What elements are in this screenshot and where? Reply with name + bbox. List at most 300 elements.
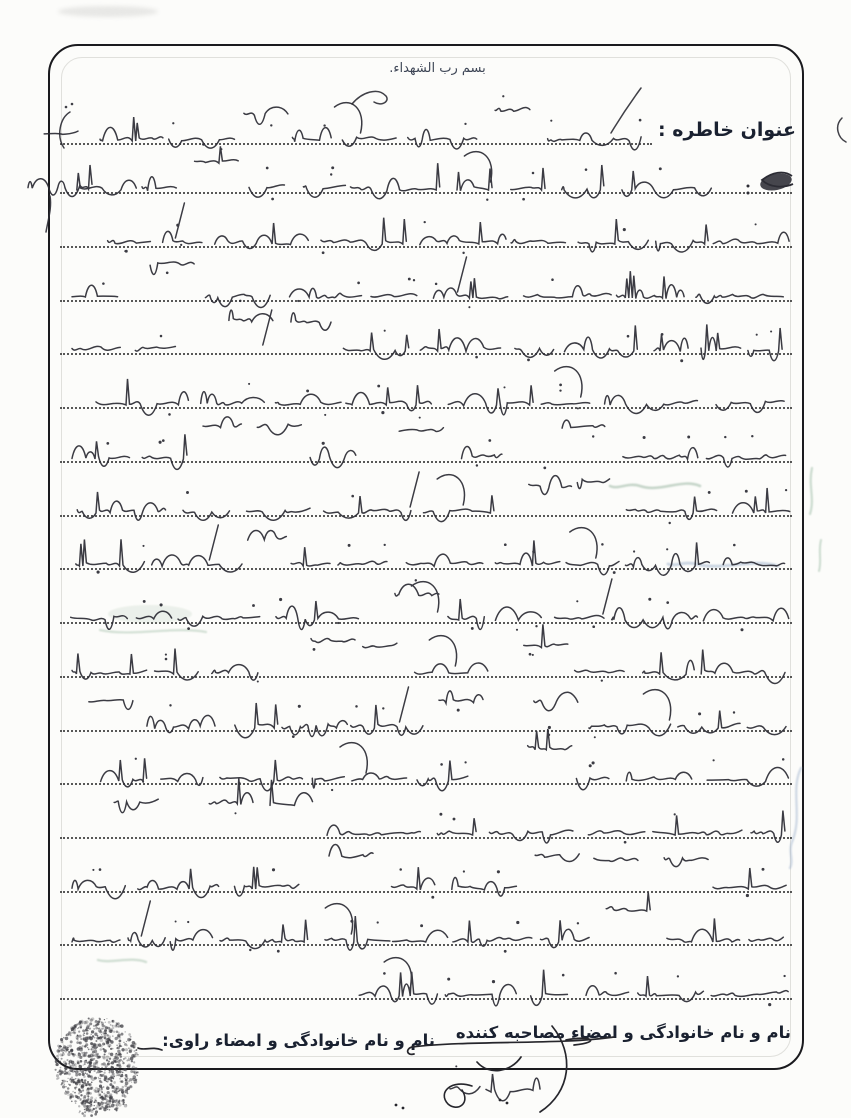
fingerprint-dot [124,1104,128,1108]
fingerprint-dot [119,1103,120,1104]
fingerprint-dot [83,1100,86,1103]
fingerprint-dot [112,1100,115,1103]
fingerprint-dot [79,1090,82,1093]
fingerprint-dot [102,1106,104,1108]
fingerprint-dot [89,1102,91,1104]
fingerprint-dot [101,1088,103,1090]
fingerprint-dot [125,1082,129,1086]
fingerprint-dot [85,1084,87,1086]
fingerprint-dot [72,1070,75,1073]
fingerprint-dot [117,1088,120,1091]
fingerprint-dot [108,1101,111,1104]
fingerprint-dot [82,1089,84,1091]
fingerprint-dot [135,1079,137,1081]
fingerprint-dot [101,1087,103,1089]
fingerprint-dot [98,1078,99,1079]
fingerprint-dot [111,1105,113,1107]
fingerprint-dot [125,1088,128,1091]
fingerprint-dot [122,1086,124,1088]
fingerprint-dot [90,1086,94,1090]
fingerprint-dot [119,1100,121,1102]
fingerprint-dot [111,1070,114,1073]
fingerprint-dot [101,1096,104,1099]
fingerprint-dot [112,1099,114,1101]
fingerprint-dot [102,1098,104,1100]
fingerprint-dot [87,1087,90,1090]
fingerprint-dot [88,1099,89,1100]
fingerprint-dot [81,1084,85,1088]
fingerprint-dot [70,1078,72,1080]
fingerprint-dot [131,1082,132,1083]
fingerprint-dot [127,1077,129,1079]
fingerprint-dot [88,1108,91,1111]
fingerprint-dot [103,1108,106,1111]
fingerprint-dot [101,1081,103,1083]
fingerprint-dot [79,1099,81,1101]
fingerprint-dot [94,1100,97,1103]
fingerprint-dot [79,1112,80,1113]
fingerprint-dot [132,1078,135,1081]
fingerprint-dot [120,1080,122,1082]
fingerprint-dot [62,1080,63,1081]
fingerprint-dot [114,1090,117,1093]
fingerprint-dot [71,1079,74,1082]
fingerprint-dot [111,1098,114,1101]
fingerprint-dot [69,1096,70,1097]
fingerprint-dot [98,1102,101,1105]
fingerprint-dot [78,1092,80,1094]
fingerprint-dot [109,1083,112,1086]
fingerprint-dot [116,1109,117,1110]
fingerprint-dot [81,1086,84,1089]
fingerprint-dot [94,1077,97,1080]
fingerprint-dot [99,1085,102,1088]
fingerprint-dot [82,1082,84,1084]
fingerprint-dot [97,1070,100,1073]
fingerprint-dot [73,1079,75,1081]
fingerprint-dot [107,1091,110,1094]
fingerprint-dot [118,1103,121,1106]
fingerprint-dot [77,1078,79,1080]
fingerprint-dot [86,1073,88,1075]
fingerprint-dot [91,1110,94,1113]
fingerprint-dot [101,1106,103,1108]
fingerprint-dot [112,1073,115,1076]
fingerprint-dot [83,1095,86,1098]
fingerprint-dot [107,1106,109,1108]
fingerprint-dot [57,1072,58,1073]
fingerprint-dot [121,1099,124,1102]
fingerprint-dot [71,1095,74,1098]
fingerprint-dot [65,1091,66,1092]
fingerprint-dot [58,1071,60,1073]
fingerprint-dot [115,1109,117,1111]
fingerprint-dot [99,1105,101,1107]
fingerprint-dot [77,1096,80,1099]
fingerprint-dot [108,1099,111,1102]
fingerprint-dot [69,1084,71,1086]
fingerprint-dot [99,1078,101,1080]
fingerprint-dot [103,1107,105,1109]
fingerprint-dot [96,1072,98,1074]
fingerprint-dot [107,1081,109,1083]
fingerprint-dot [102,1097,104,1099]
fingerprint-dot [110,1075,113,1078]
fingerprint-dot [104,1079,106,1081]
body-dotted-line-14 [60,891,792,893]
fingerprint-dot [80,1079,83,1082]
fingerprint-dot [87,1102,89,1104]
fingerprint-dot [107,1078,109,1080]
fingerprint-dot [109,1109,111,1111]
fingerprint-dot [101,1090,103,1092]
fingerprint-dot [94,1090,97,1093]
fingerprint-dot [130,1070,133,1073]
fingerprint-dot [108,1095,111,1098]
body-dotted-line-12 [60,783,792,785]
fingerprint-dot [72,1091,74,1093]
fingerprint-dot [100,1074,102,1076]
fingerprint-dot [101,1102,104,1105]
fingerprint-dot [79,1110,81,1112]
fingerprint-dot [65,1080,67,1082]
fingerprint-dot [116,1103,119,1106]
fingerprint-dot [105,1103,106,1104]
fingerprint-dot [78,1073,81,1076]
fingerprint-dot [100,1104,103,1107]
fingerprint-dot [87,1091,90,1094]
fingerprint-dot [106,1101,108,1103]
fingerprint-dot [81,1102,84,1105]
fingerprint-dot [90,1075,93,1078]
body-dotted-line-5 [60,407,792,409]
fingerprint-dot [121,1088,124,1091]
fingerprint-dot [82,1073,84,1075]
fingerprint-dot [77,1080,81,1084]
fingerprint-dot [71,1100,73,1102]
fingerprint-dot [74,1071,75,1072]
fingerprint-dot [97,1102,99,1104]
fingerprint-dot [59,1069,62,1072]
fingerprint-dot [84,1109,85,1110]
fingerprint-dot [116,1110,118,1112]
fingerprint-dot [74,1087,76,1089]
fingerprint-dot [82,1081,84,1083]
fingerprint-dot [115,1108,117,1110]
fingerprint-dot [86,1105,89,1108]
form-border [48,44,804,1070]
fingerprint-dot [106,1081,107,1082]
fingerprint-dot [88,1083,91,1086]
fingerprint-dot [99,1080,102,1083]
fingerprint-dot [90,1076,92,1078]
fingerprint-dot [103,1086,105,1088]
fingerprint-dot [110,1070,111,1071]
fingerprint-dot [112,1077,114,1079]
fingerprint-dot [80,1070,82,1072]
fingerprint-dot [120,1074,123,1077]
fingerprint-dot [76,1101,77,1102]
fingerprint-dot [62,1085,65,1088]
fingerprint-dot [94,1105,95,1106]
fingerprint-dot [89,1088,91,1090]
fingerprint-dot [87,1098,89,1100]
fingerprint-dot [136,1071,138,1073]
fingerprint-dot [95,1107,97,1109]
fingerprint-dot [87,1088,89,1090]
fingerprint-dot [104,1096,106,1098]
fingerprint-dot [90,1101,92,1103]
fingerprint-dot [122,1103,124,1105]
fingerprint-dot [62,1080,65,1083]
fingerprint-dot [83,1097,86,1100]
fingerprint-dot [124,1095,127,1098]
fingerprint-dot [64,1084,66,1086]
fingerprint-dot [83,1114,86,1117]
fingerprint-dot [99,1086,101,1088]
fingerprint-dot [56,1077,59,1080]
fingerprint-dot [104,1072,106,1074]
scan-artifact-smudge [58,6,158,17]
fingerprint-dot [85,1099,89,1103]
fingerprint-dot [81,1079,83,1081]
fingerprint-dot [109,1093,112,1096]
fingerprint-dot [86,1088,90,1092]
fingerprint-dot [106,1085,108,1087]
fingerprint-dot [70,1079,72,1081]
fingerprint-dot [90,1114,93,1117]
fingerprint-dot [112,1078,114,1080]
fingerprint-dot [94,1100,95,1101]
basmala-header: بسم رب الشهداء. [389,61,486,76]
fingerprint-dot [104,1102,106,1104]
fingerprint-dot [81,1112,84,1115]
fingerprint-dot [111,1104,114,1107]
fingerprint-dot [117,1101,120,1104]
fingerprint-dot [75,1082,78,1085]
body-dotted-line-9 [60,622,792,624]
fingerprint-dot [104,1075,107,1078]
fingerprint-dot [89,1099,90,1100]
fingerprint-dot [89,1109,91,1111]
fingerprint-dot [78,1080,79,1081]
fingerprint-dot [85,1073,86,1074]
handwriting-stroke [450,1087,480,1094]
fingerprint-dot [100,1109,101,1110]
fingerprint-dot [104,1078,107,1081]
fingerprint-dot [106,1101,108,1103]
form-inner-border [61,57,791,1057]
fingerprint-dot [116,1086,119,1089]
fingerprint-dot [120,1088,123,1091]
fingerprint-dot [112,1090,114,1092]
body-dotted-line-6 [60,461,792,463]
body-dotted-line-13 [60,837,792,839]
fingerprint-dot [91,1087,93,1089]
fingerprint-dot [65,1072,68,1075]
fingerprint-dot [113,1104,115,1106]
fingerprint-dot [112,1102,113,1103]
fingerprint-dot [126,1104,127,1105]
fingerprint-dot [86,1110,88,1112]
fingerprint-dot [119,1090,120,1091]
fingerprint-dot [113,1076,115,1078]
fingerprint-dot [75,1095,76,1096]
fingerprint-dot [107,1103,109,1105]
fingerprint-dot [90,1078,92,1080]
fingerprint-dot [126,1076,128,1078]
fingerprint-dot [99,1108,101,1110]
fingerprint-dot [113,1075,115,1077]
fingerprint-dot [59,1070,61,1072]
fingerprint-dot [110,1080,112,1082]
fingerprint-dot [112,1086,115,1089]
fingerprint-dot [73,1081,75,1083]
fingerprint-dot [88,1092,90,1094]
fingerprint-dot [75,1078,76,1079]
fingerprint-dot [105,1106,108,1109]
fingerprint-dot [78,1105,80,1107]
fingerprint-dot [114,1088,117,1091]
fingerprint-dot [61,1082,63,1084]
fingerprint-dot [113,1100,114,1101]
fingerprint-dot [93,1089,96,1092]
fingerprint-dot [56,1074,59,1077]
fingerprint-dot [114,1091,116,1093]
fingerprint-dot [70,1081,72,1083]
fingerprint-dot [118,1070,121,1073]
fingerprint-dot [64,1092,67,1095]
fingerprint-dot [129,1078,132,1081]
fingerprint-dot [78,1079,80,1081]
fingerprint-dot [106,1096,108,1098]
fingerprint-dot [91,1104,92,1105]
fingerprint-dot [118,1101,120,1103]
fingerprint-dot [108,1104,110,1106]
fingerprint-dot [116,1099,118,1101]
fingerprint-dot [107,1109,108,1110]
fingerprint-dot [117,1075,118,1076]
fingerprint-dot [134,1080,138,1084]
memoir-title-label: عنوان خاطره : [658,119,796,141]
fingerprint-dot [122,1095,123,1096]
body-dotted-line-11 [60,730,792,732]
fingerprint-dot [75,1095,78,1098]
fingerprint-dot [99,1094,101,1096]
fingerprint-dot [101,1096,103,1098]
body-dotted-line-2 [60,246,792,248]
fingerprint-dot [113,1081,116,1084]
fingerprint-dot [68,1072,71,1075]
fingerprint-dot [102,1074,105,1077]
fingerprint-dot [94,1098,95,1099]
fingerprint-dot [74,1100,76,1102]
fingerprint-dot [87,1105,91,1109]
fingerprint-dot [71,1077,73,1079]
fingerprint-dot [96,1105,99,1108]
fingerprint-dot [109,1105,112,1108]
fingerprint-dot [84,1079,86,1081]
fingerprint-dot [125,1074,128,1077]
fingerprint-dot [92,1109,93,1110]
fingerprint-dot [103,1093,105,1095]
body-dotted-line-3 [60,300,792,302]
fingerprint-dot [128,1080,130,1082]
fingerprint-dot [101,1095,104,1098]
fingerprint-dot [105,1102,107,1104]
fingerprint-dot [121,1080,124,1083]
fingerprint-dot [55,1069,57,1071]
interviewer-signature-label: نام و نام خانوادگی و امضاء مصاحبه کننده [455,1023,791,1042]
fingerprint-dot [78,1089,81,1092]
fingerprint-dot [109,1100,111,1102]
fingerprint-dot [121,1090,124,1093]
fingerprint-dot [99,1097,101,1099]
fingerprint-dot [73,1082,75,1084]
fingerprint-dot [109,1097,110,1098]
fingerprint-dot [93,1070,95,1072]
fingerprint-dot [109,1096,112,1099]
fingerprint-dot [75,1102,77,1104]
fingerprint-dot [122,1099,124,1101]
fingerprint-dot [101,1101,103,1103]
fingerprint-dot [124,1084,127,1087]
fingerprint-dot [114,1100,117,1103]
fingerprint-dot [85,1107,89,1111]
fingerprint-dot [134,1082,136,1084]
fingerprint-dot [120,1076,122,1078]
fingerprint-dot [111,1104,115,1108]
fingerprint-dot [98,1093,102,1097]
fingerprint-dot [67,1071,69,1073]
handwriting-stroke [486,1074,540,1101]
fingerprint-dot [95,1099,96,1100]
fingerprint-dot [80,1098,82,1100]
fingerprint-dot [118,1071,119,1072]
fingerprint-dot [107,1106,108,1107]
fingerprint-dot [124,1090,128,1094]
fingerprint-dot [106,1086,109,1089]
fingerprint-dot [90,1104,93,1107]
fingerprint-dot [88,1083,90,1085]
fingerprint-dot [105,1104,107,1106]
body-dotted-line-8 [60,568,792,570]
fingerprint-dot [82,1073,85,1076]
fingerprint-dot [115,1088,117,1090]
fingerprint-dot [71,1070,73,1072]
fingerprint-dot [119,1078,120,1079]
fingerprint-dot [108,1077,111,1080]
fingerprint-dot [75,1070,79,1074]
fingerprint-dot [118,1100,120,1102]
fingerprint-dot [101,1075,103,1077]
fingerprint-dot [123,1101,125,1103]
fingerprint-dot [75,1083,77,1085]
fingerprint-dot [70,1096,73,1099]
fingerprint-dot [132,1078,133,1079]
fingerprint-dot [118,1074,121,1077]
fingerprint-dot [67,1087,70,1090]
fingerprint-dot [81,1102,85,1106]
fingerprint-dot [90,1087,93,1090]
fingerprint-dot [96,1097,97,1098]
body-dotted-line-1 [60,192,792,194]
fingerprint-dot [64,1070,66,1072]
fingerprint-dot [87,1109,90,1112]
fingerprint-dot [109,1096,112,1099]
fingerprint-dot [84,1111,86,1113]
fingerprint-dot [69,1079,71,1081]
